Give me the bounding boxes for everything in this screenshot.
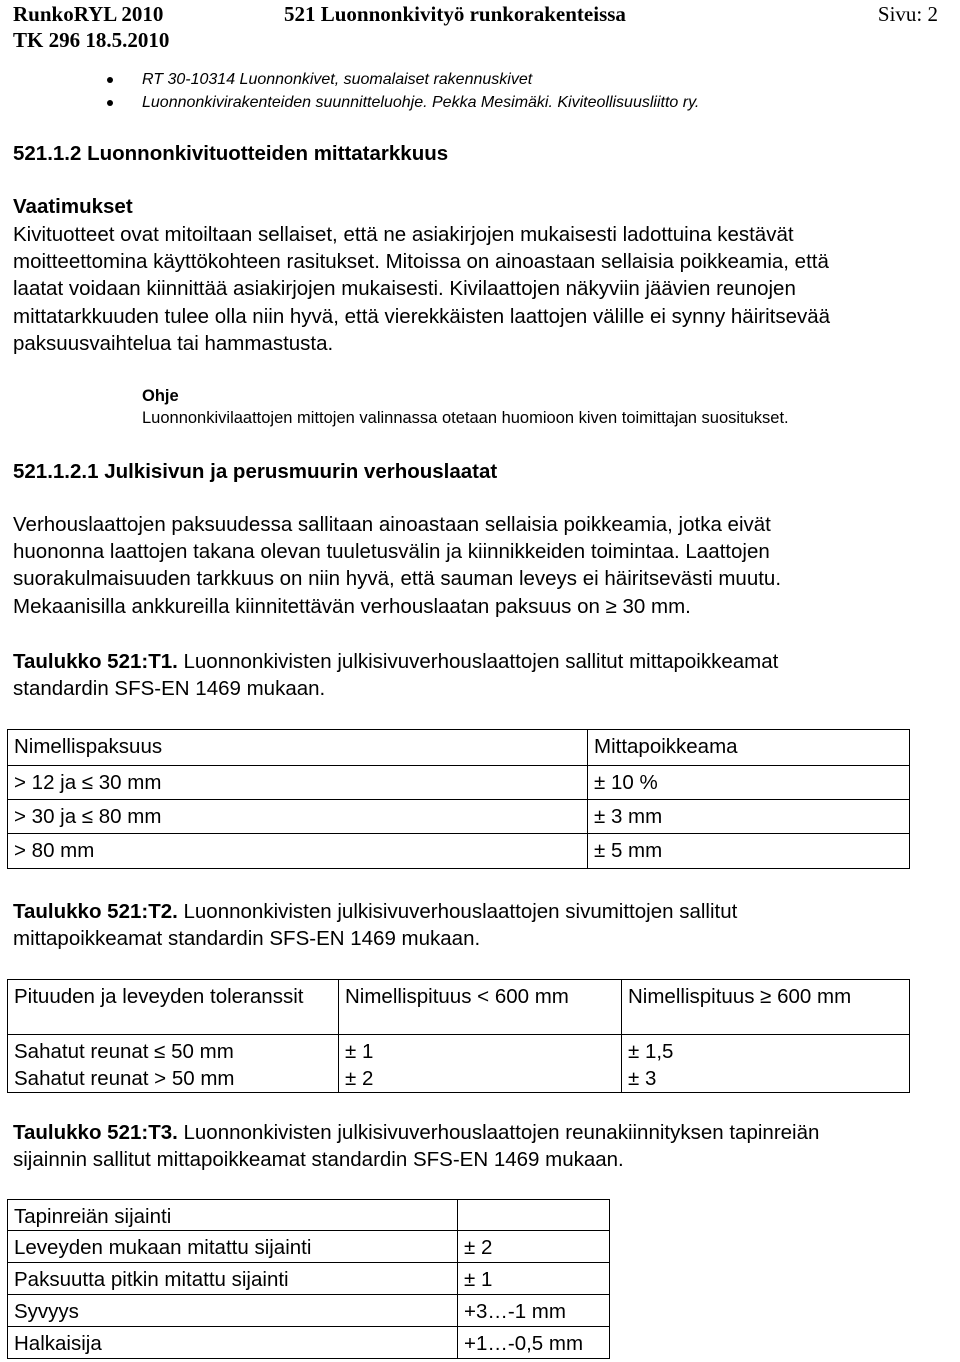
table-cell: Halkaisija <box>8 1327 458 1359</box>
section-heading: 521.1.2 Luonnonkivituotteiden mittatarkkuus <box>13 142 449 165</box>
doc-title: 521 Luonnonkivityö runkorakenteissa <box>284 2 626 26</box>
table-cell: ± 3 mm <box>588 800 910 834</box>
table-cell: ± 10 % <box>588 766 910 800</box>
table-caption-text: sijainnin sallitut mittapoikkeamat standardin SFS-EN 1469 mukaan. <box>13 1148 624 1172</box>
reference-item: RT 30-10314 Luonnonkivet, suomalaiset rakennuskivet <box>142 68 942 91</box>
table-row <box>8 1231 610 1263</box>
table-row <box>8 766 910 800</box>
tolerance-table-thickness <box>7 729 910 869</box>
cell-value: ± 1,5 <box>628 1040 674 1063</box>
tolerance-table-pin-hole <box>7 1199 610 1359</box>
row-label: Sahatut reunat > 50 mm <box>14 1067 235 1090</box>
table-header-cell: Mittapoikkeama <box>588 730 910 766</box>
table-caption <box>13 648 958 702</box>
paragraph <box>13 511 958 620</box>
table-caption-text: Luonnonkivisten julkisivuverhouslaattojen reunakiinnityksen tapinreiän <box>177 1121 820 1144</box>
reference-item: Luonnonkivirakenteiden suunnitteluohje. Pekka Mesimäki. Kiviteollisuusliitto ry. <box>142 91 942 114</box>
table-caption <box>13 1119 958 1173</box>
table-header-cell: Pituuden ja leveyden toleranssit <box>8 980 339 1035</box>
table-header-row <box>8 730 910 766</box>
table-caption <box>13 898 958 952</box>
doc-name: RunkoRYL 2010 <box>13 2 164 26</box>
table-caption-label: Taulukko 521:T2. <box>13 900 178 923</box>
table-cell <box>622 1035 910 1093</box>
paragraph-line: moitteettomina käyttökohteen rasitukset. Mitoissa on ainoastaan sellaisia poikkeamia, että <box>13 250 829 274</box>
cell-value: ± 1 <box>345 1040 374 1063</box>
table-cell: +1…-0,5 mm <box>458 1327 610 1359</box>
reference-list <box>142 68 942 114</box>
table-row <box>8 834 910 869</box>
table-caption-text: standardin SFS-EN 1469 mukaan. <box>13 677 326 701</box>
paragraph-line: mittatarkkuuden tulee olla niin hyvä, että vierekkäisten laattojen välille ei synny häiritsevää <box>13 304 831 328</box>
table-header-cell <box>458 1200 610 1231</box>
table-caption-text: mittapoikkeamat standardin SFS-EN 1469 mukaan. <box>13 927 481 951</box>
table-header-cell: Nimellispaksuus <box>8 730 588 766</box>
paragraph-line: Mekaanisilla ankkureilla kiinnitettävän verhouslaatan paksuus on ≥ 30 mm. <box>13 594 691 618</box>
table-cell: > 12 ja ≤ 30 mm <box>8 766 588 800</box>
row-label: Sahatut reunat ≤ 50 mm <box>14 1040 234 1063</box>
doc-code: TK 296 18.5.2010 <box>13 28 170 52</box>
guideline-note <box>142 385 942 429</box>
table-row <box>8 1263 610 1295</box>
table-caption-text: Luonnonkivisten julkisivuverhouslaattojen sallitut mittapoikkeamat <box>177 650 779 673</box>
paragraph-line: Verhouslaattojen paksuudessa sallitaan ainoastaan sellaisia poikkeamia, jotka eivät <box>13 513 771 536</box>
guideline-text: Luonnonkivilaattojen mittojen valinnassa otetaan huomioon kiven toimittajan suositukset. <box>142 409 789 427</box>
paragraph <box>13 221 958 357</box>
table-row <box>8 800 910 834</box>
table-cell: ± 2 <box>458 1231 610 1263</box>
guideline-label: Ohje <box>142 387 179 405</box>
table-cell: Leveyden mukaan mitattu sijainti <box>8 1231 458 1263</box>
page-number: Sivu: 2 <box>877 2 938 26</box>
table-cell: ± 5 mm <box>588 834 910 869</box>
table-cell: Paksuutta pitkin mitattu sijainti <box>8 1263 458 1295</box>
section-heading: 521.1.2.1 Julkisivun ja perusmuurin verhouslaatat <box>13 460 498 483</box>
paragraph-line: laatat voidaan kiinnittää asiakirjojen mukaisesti. Kivilaattojen näkyviin jäävien reunojen <box>13 277 796 301</box>
tolerance-table-dimensions <box>7 979 910 1093</box>
table-cell <box>8 1035 339 1093</box>
table-header-row <box>8 1200 610 1231</box>
table-caption-text: Luonnonkivisten julkisivuverhouslaattojen sivumittojen sallitut <box>177 900 738 923</box>
table-header-cell: Nimellispituus < 600 mm <box>339 980 622 1035</box>
table-caption-label: Taulukko 521:T3. <box>13 1121 178 1144</box>
table-cell <box>339 1035 622 1093</box>
cell-value: ± 3 <box>628 1067 657 1090</box>
page-header <box>13 0 948 52</box>
table-row <box>8 1327 610 1359</box>
table-row <box>8 1295 610 1327</box>
table-cell: > 80 mm <box>8 834 588 869</box>
table-cell: ± 1 <box>458 1263 610 1295</box>
table-header-cell: Tapinreiän sijainti <box>8 1200 458 1231</box>
paragraph-line: suorakulmaisuuden tarkkuus on niin hyvä, että sauman leveys ei häiritsevästi muutu. <box>13 567 782 591</box>
table-caption-label: Taulukko 521:T1. <box>13 650 178 673</box>
table-row <box>8 1035 910 1093</box>
paragraph-line: paksuusvaihtelua tai hammastusta. <box>13 331 334 355</box>
table-cell: +3…-1 mm <box>458 1295 610 1327</box>
paragraph-line: Kivituotteet ovat mitoiltaan sellaiset, että ne asiakirjojen mukaisesti ladottuina kestävät <box>13 223 794 246</box>
table-header-row <box>8 980 910 1035</box>
table-cell: Syvyys <box>8 1295 458 1327</box>
cell-value: ± 2 <box>345 1067 374 1090</box>
sub-heading: Vaatimukset <box>13 195 133 218</box>
table-header-cell: Nimellispituus ≥ 600 mm <box>622 980 910 1035</box>
table-cell: > 30 ja ≤ 80 mm <box>8 800 588 834</box>
paragraph-line: huononna laattojen takana olevan tuuletusvälin ja kiinnikkeiden toimintaa. Laattojen <box>13 540 770 564</box>
